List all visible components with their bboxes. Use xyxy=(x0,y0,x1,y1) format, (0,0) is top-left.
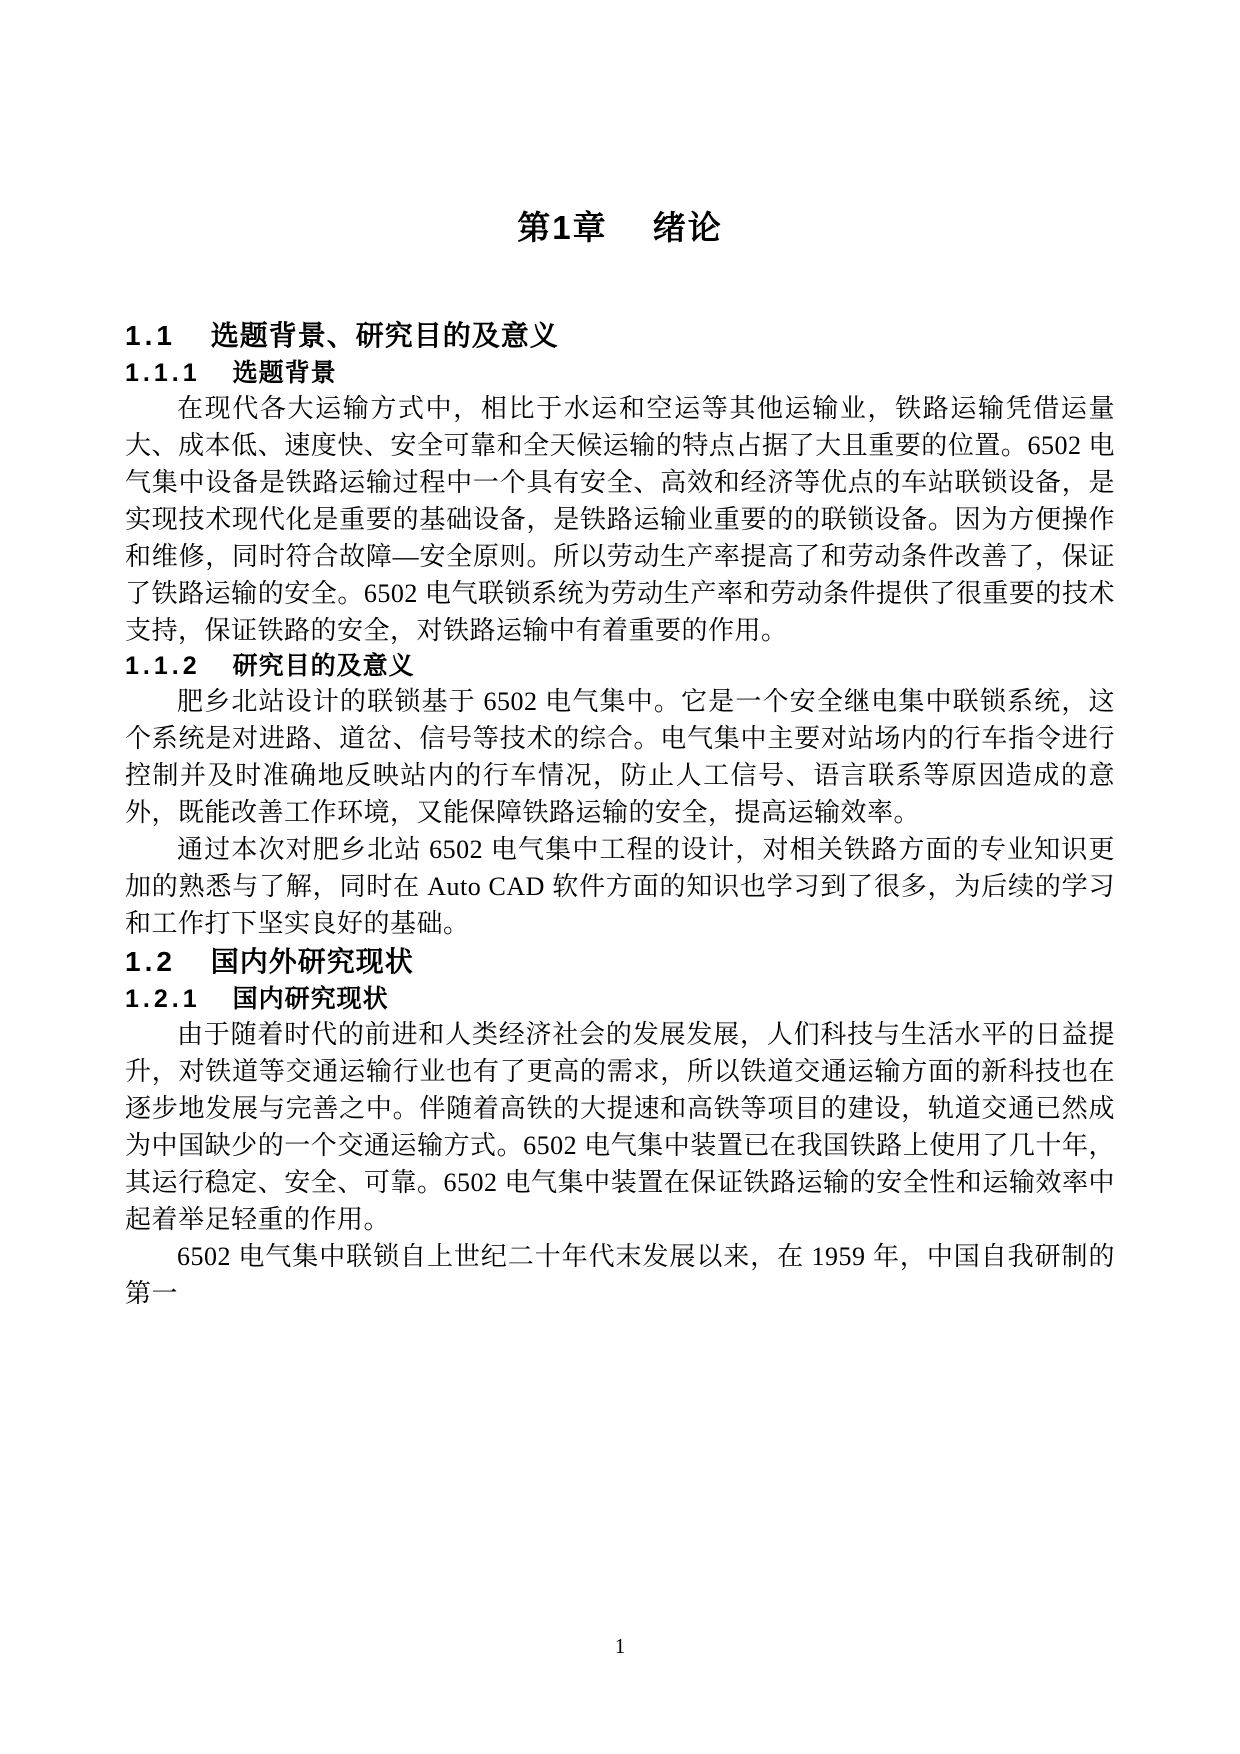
subsection-heading-1-2-1 xyxy=(125,982,1115,1016)
chapter-title xyxy=(125,206,1115,250)
subsection-number: 1.1.1 xyxy=(125,359,201,387)
chapter-name: 绪论 xyxy=(652,209,723,246)
section-number: 1.1 xyxy=(125,320,176,351)
subsection-number: 1.1.2 xyxy=(125,652,201,680)
section-number: 1.2 xyxy=(125,946,176,977)
subsection-heading-1-1-1 xyxy=(125,356,1115,390)
subsection-label: 研究目的及意义 xyxy=(232,652,415,680)
paragraph-domestic-research-1: 由于随着时代的前进和人类经济社会的发展发展，人们科技与生活水平的日益提升，对铁道等交通运输行业也有了更高的需求，所以铁道交通运输方面的新科技也在逐步地发展与完善之中。伴随着高铁的大提速和高铁等项目的建设，轨道交通已然成为中国缺少的一个交通运输方式。6502 电气集中装置已在我国铁路上使用了几十年，其运行稳定、安全、可靠。6502 电气集中装置在保证铁路运输的安全性和运输效率中起着举足轻重的作用。 xyxy=(125,1020,1115,1234)
page-number: 1 xyxy=(614,1634,626,1658)
paragraph-domestic-research-2: 6502 电气集中联锁自上世纪二十年代末发展以来，在 1959 年，中国自我研制的第一 xyxy=(125,1242,1115,1308)
chapter-number: 第1章 xyxy=(517,209,608,246)
paragraph-purpose-2: 通过本次对肥乡北站 6502 电气集中工程的设计，对相关铁路方面的专业知识更加的熟悉与了解，同时在 Auto CAD 软件方面的知识也学习到了很多，为后续的学习和工作打下坚实良好的基础。 xyxy=(125,835,1115,938)
section-heading-1-2 xyxy=(125,942,1115,982)
subsection-label: 国内研究现状 xyxy=(232,985,389,1013)
subsection-heading-1-1-2 xyxy=(125,649,1115,683)
section-heading-1-1 xyxy=(125,316,1115,356)
paragraph-purpose-1: 肥乡北站设计的联锁基于 6502 电气集中。它是一个安全继电集中联锁系统，这个系统是对进路、道岔、信号等技术的综合。电气集中主要对站场内的行车指令进行控制并及时准确地反映站内的行车情况，防止人工信号、语言联系等原因造成的意外，既能改善工作环境，又能保障铁路运输的安全，提高运输效率。 xyxy=(125,687,1115,827)
section-label: 选题背景、研究目的及意义 xyxy=(210,320,559,351)
subsection-label: 选题背景 xyxy=(232,359,337,387)
subsection-number: 1.2.1 xyxy=(125,985,201,1013)
section-label: 国内外研究现状 xyxy=(210,946,414,977)
paragraph-background: 在现代各大运输方式中，相比于水运和空运等其他运输业，铁路运输凭借运量大、成本低、速度快、安全可靠和全天候运输的特点占据了大且重要的位置。6502 电气集中设备是铁路运输过程中一个具有安全、高效和经济等优点的车站联锁设备，是实现技术现代化是重要的基础设备，是铁路运输业重要的的联锁设备。因为方便操作和维修，同时符合故障—安全原则。所以劳动生产率提高了和劳动条件改善了，保证了铁路运输的安全。6502 电气联锁系统为劳动生产率和劳动条件提供了很重要的技术支持，保证铁路的安全，对铁路运输中有着重要的作用。 xyxy=(125,394,1115,645)
